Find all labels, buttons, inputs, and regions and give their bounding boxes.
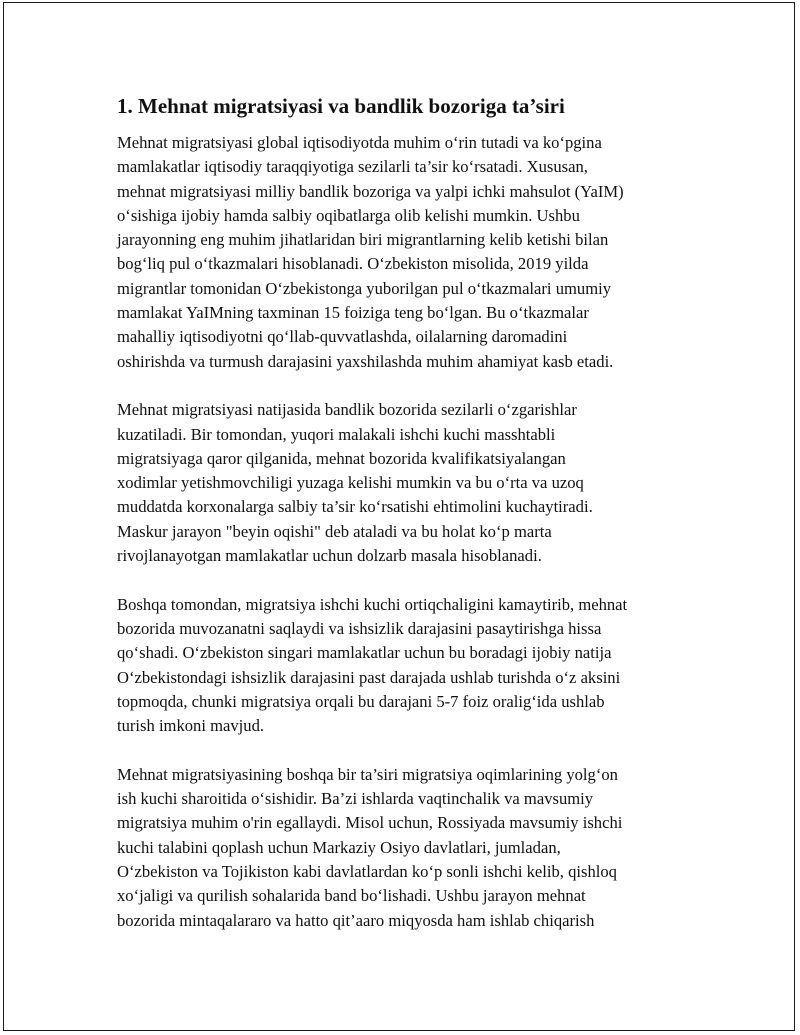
paragraph-brain-drain [117, 398, 685, 568]
paragraph-line: ish kuchi sharoitida o‘sishidir. Ba’zi ishlarda vaqtinchalik va mavsumiy [117, 789, 594, 809]
paragraph-seasonal-migration [117, 763, 685, 933]
paragraph-line: migrantlar tomonidan O‘zbekistonga yuborilgan pul o‘tkazmalari umumiy [117, 278, 612, 298]
paragraph-line: turish imkoni mavjud. [117, 716, 265, 736]
paragraph-line: O‘zbekiston va Tojikiston kabi davlatlardan ko‘p sonli ishchi kelib, qishloq [117, 861, 617, 881]
paragraph-line: muddatda korxonalarga salbiy ta’sir ko‘rsatishi ehtimolini kuchaytiradi. [117, 497, 593, 517]
paragraph-line: oshirishda va turmush darajasini yaxshilashda muhim ahamiyat kasb etadi. [117, 351, 614, 371]
paragraph-unemployment [117, 593, 685, 739]
paragraph-line: xodimlar yetishmovchiligi yuzaga kelishi mumkin va bu o‘rta va uzoq [117, 473, 584, 493]
paragraph-line: qo‘shadi. O‘zbekiston singari mamlakatlar uchun bu boradagi ijobiy natija [117, 643, 612, 663]
document-body [117, 92, 685, 957]
paragraph-line: bozorida mintaqalararo va hatto qit’aaro miqyosda ham ishlab chiqarish [117, 910, 595, 930]
paragraph-line: rivojlanayotgan mamlakatlar uchun dolzarb masala hisoblanadi. [117, 546, 542, 566]
paragraph-line: Mehnat migratsiyasi natijasida bandlik bozorida sezilarli o‘zgarishlar [117, 400, 577, 420]
paragraph-line: migratsiya muhim o'rin egallaydi. Misol uchun, Rossiyada mavsumiy ishchi [117, 813, 623, 833]
paragraph-line: kuzatiladi. Bir tomondan, yuqori malakali ishchi kuchi masshtabli [117, 424, 556, 444]
section-heading: 1. Mehnat migratsiyasi va bandlik bozoriga ta’siri [117, 94, 565, 118]
paragraph-line: bog‘liq pul o‘tkazmalari hisoblanadi. O‘zbekiston misolida, 2019 yilda [117, 254, 589, 274]
paragraph-line: jarayonning eng muhim jihatlaridan biri migrantlarning kelib ketishi bilan [117, 230, 609, 250]
paragraph-line: O‘zbekistondagi ishsizlik darajasini past darajada ushlab turishda o‘z aksini [117, 667, 621, 687]
paragraph-line: o‘sishiga ijobiy hamda salbiy oqibatlarga olib kelishi mumkin. Ushbu [117, 205, 580, 225]
paragraph-line: mamlakat YaIMning taxminan 15 foiziga teng bo‘lgan. Bu o‘tkazmalar [117, 303, 589, 323]
paragraph-line: Mehnat migratsiyasi global iqtisodiyotda muhim o‘rin tutadi va ko‘pgina [117, 133, 602, 152]
paragraph-line: mehnat migratsiyasi milliy bandlik bozoriga va yalpi ichki mahsulot (YaIM) [117, 181, 624, 201]
paragraph-line: Boshqa tomondan, migratsiya ishchi kuchi ortiqchaligini kamaytirib, mehnat [117, 594, 628, 614]
paragraph-line: topmoqda, chunki migratsiya orqali bu darajani 5-7 foiz oralig‘ida ushlab [117, 691, 605, 711]
paragraph-line: Mehnat migratsiyasining boshqa bir ta’siri migratsiya oqimlarining yolg‘on [117, 764, 618, 784]
paragraph-line: mamlakatlar iqtisodiy taraqqiyotiga sezilarli ta’sir ko‘rsatadi. Xususan, [117, 157, 588, 177]
paragraph-line: xo‘jaligi va qurilish sohalarida band bo‘lishadi. Ushbu jarayon mehnat [117, 886, 586, 906]
paragraph-line: Maskur jarayon "beyin oqishi" deb ataladi va bu holat ko‘p marta [117, 521, 552, 541]
paragraph-line: mahalliy iqtisodiyotni qo‘llab-quvvatlashda, oilalarning daromadini [117, 327, 568, 347]
paragraph-line: bozorida muvozanatni saqlaydi va ishsizlik darajasini pasaytirishga hissa [117, 618, 602, 638]
paragraph-line: kuchi talabini qoplash uchun Markaziy Osiyo davlatlari, jumladan, [117, 837, 561, 857]
paragraph-line: migratsiyaga qaror qilganida, mehnat bozorida kvalifikatsiyalangan [117, 448, 566, 468]
paragraph-remittances [117, 131, 685, 374]
